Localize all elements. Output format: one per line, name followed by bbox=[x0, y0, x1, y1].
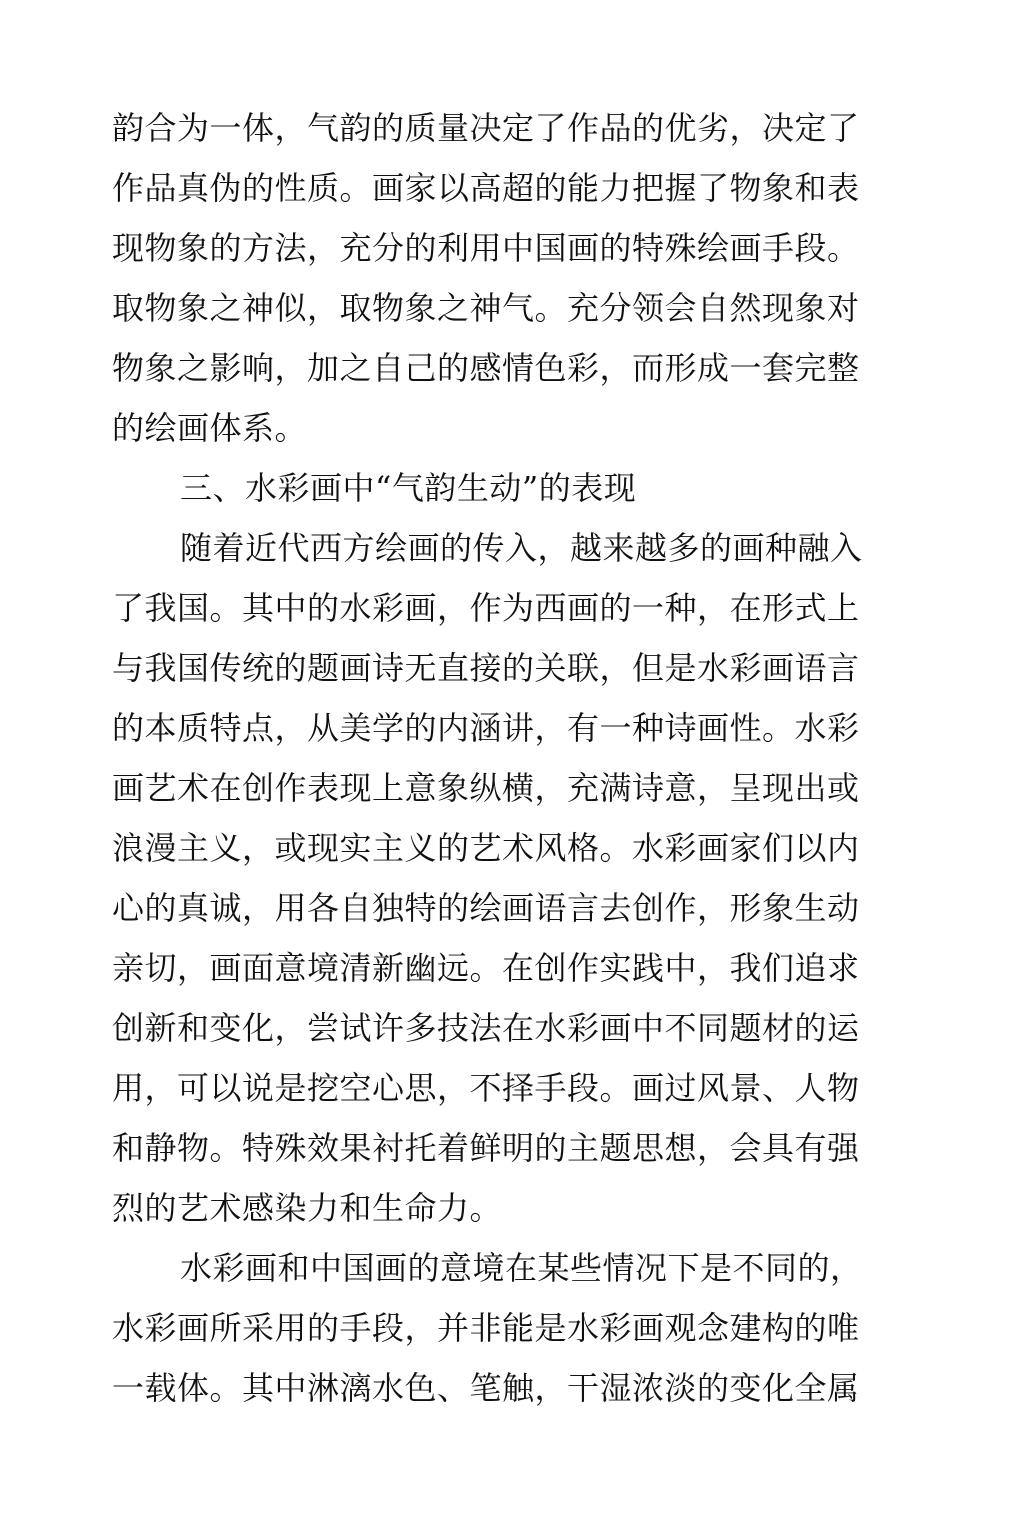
text-line: 水彩画所采用的手段，并非能是水彩画观念建构的唯 bbox=[112, 1309, 860, 1347]
text-line: 取物象之神似，取物象之神气。充分领会自然现象对 bbox=[112, 289, 860, 327]
text-line: 画艺术在创作表现上意象纵横，充满诗意，呈现出或 bbox=[112, 769, 860, 807]
text-line: 韵合为一体，气韵的质量决定了作品的优劣，决定了 bbox=[112, 109, 860, 147]
text-line: 心的真诚，用各自独特的绘画语言去创作，形象生动 bbox=[112, 889, 860, 927]
text-line: 的绘画体系。 bbox=[112, 409, 308, 447]
text-line: 浪漫主义，或现实主义的艺术风格。水彩画家们以内 bbox=[112, 829, 860, 867]
text-line: 亲切，画面意境清新幽远。在创作实践中，我们追求 bbox=[112, 949, 860, 987]
text-line: 创新和变化，尝试许多技法在水彩画中不同题材的运 bbox=[112, 1009, 860, 1047]
text-line: 水彩画和中国画的意境在某些情况下是不同的， bbox=[180, 1249, 863, 1287]
text-line: 了我国。其中的水彩画，作为西画的一种，在形式上 bbox=[112, 589, 860, 627]
text-line: 作品真伪的性质。画家以高超的能力把握了物象和表 bbox=[112, 169, 860, 207]
text-line: 一载体。其中淋漓水色、笔触，干湿浓淡的变化全属 bbox=[112, 1369, 860, 1407]
text-line: 烈的艺术感染力和生命力。 bbox=[112, 1189, 503, 1227]
text-line: 和静物。特殊效果衬托着鲜明的主题思想，会具有强 bbox=[112, 1129, 860, 1167]
text-line: 随着近代西方绘画的传入，越来越多的画种融入 bbox=[180, 529, 863, 567]
text-line: 的本质特点，从美学的内涵讲，有一种诗画性。水彩 bbox=[112, 709, 860, 747]
section-heading: 三、水彩画中“气韵生动”的表现 bbox=[180, 469, 637, 507]
text-line: 用，可以说是挖空心思，不择手段。画过风景、人物 bbox=[112, 1069, 860, 1107]
text-line: 与我国传统的题画诗无直接的关联，但是水彩画语言 bbox=[112, 649, 860, 687]
text-line: 现物象的方法，充分的利用中国画的特殊绘画手段。 bbox=[112, 229, 860, 267]
text-line: 物象之影响，加之自己的感情色彩，而形成一套完整 bbox=[112, 349, 860, 387]
